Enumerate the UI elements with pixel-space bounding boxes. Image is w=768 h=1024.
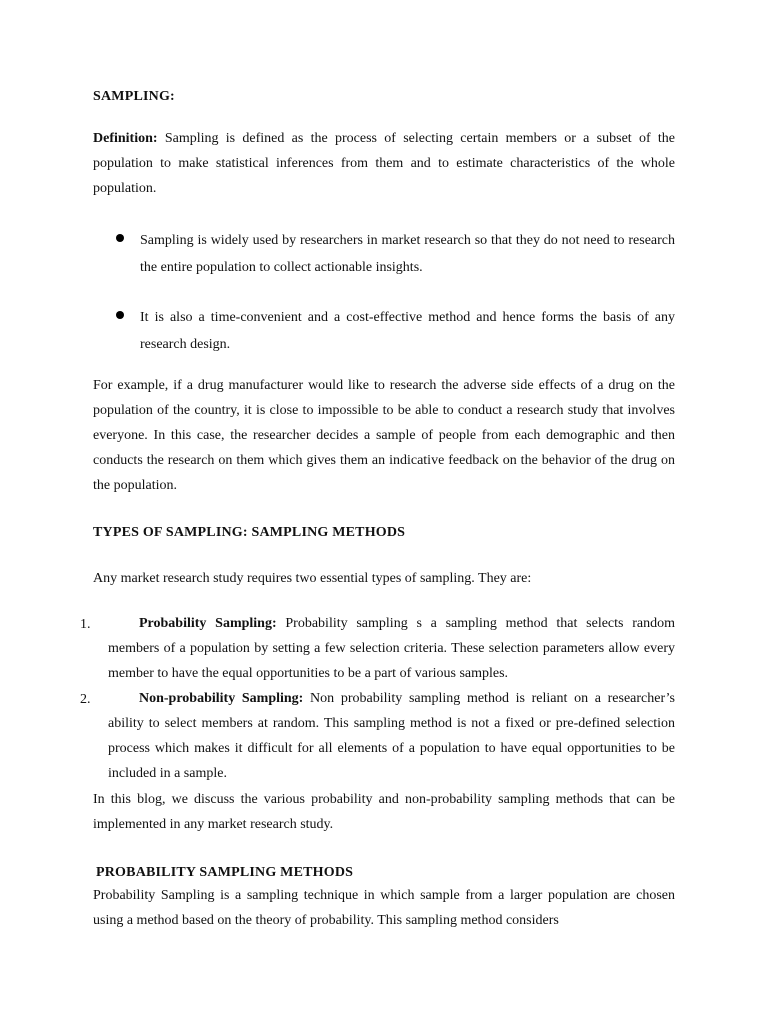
bullet-item-1: Sampling is widely used by researchers in market research so that they do not need to research the entire population to collect actionable insights.	[140, 233, 675, 275]
heading-sampling: SAMPLING:	[93, 89, 175, 104]
blog-paragraph: In this blog, we discuss the various probability and non-probability sampling methods that can be implemented in any market research study.	[93, 792, 675, 832]
definition-text: Sampling is defined as the process of selecting certain members or a subset of the population to make statistical inferences from them and to estimate characteristics of the whole population.	[93, 131, 675, 196]
types-intro-paragraph: Any market research study requires two essential types of sampling. They are:	[93, 571, 532, 586]
probability-paragraph: Probability Sampling is a sampling technique in which sample from a larger population are chosen using a method based on the theory of probability. This sampling method considers	[93, 888, 675, 928]
list-item-label: Non-probability Sampling:	[139, 691, 304, 706]
example-paragraph: For example, if a drug manufacturer would like to research the adverse side effects of a drug on the population of the country, it is close to impossible to be able to conduct a research study that involves everyone. In this case, the researcher decides a sample of people from each demographic and then conducts the research on them which gives them an indicative feedback on the behavior of the drug on the population.	[93, 378, 675, 493]
list-number-2: 2.	[80, 692, 91, 707]
definition-paragraph	[93, 126, 675, 201]
bullet-dot-icon	[116, 311, 126, 321]
heading-probability-sampling-methods: PROBABILITY SAMPLING METHODS	[96, 865, 354, 880]
list-item-label: Probability Sampling:	[139, 616, 277, 631]
list-item-probability-sampling	[108, 611, 675, 686]
list-number-1: 1.	[80, 617, 91, 632]
bullet-item-2: It is also a time-convenient and a cost-effective method and hence forms the basis of any research design.	[140, 310, 675, 352]
list-item-text: Non probability sampling method is reliant on a researcher’s ability to select members at random. This sampling method is not a fixed or pre-defined selection process which makes it difficult for all elements of a population to have equal opportunities to be included in a sample.	[108, 691, 676, 781]
list-item-non-probability-sampling	[108, 686, 675, 786]
list-item-text: Probability sampling s a sampling method that selects random members of a population by setting a few selection criteria. These selection parameters allow every member to have the equal opportunities to be a part of various samples.	[108, 616, 675, 681]
definition-label: Definition:	[93, 131, 158, 146]
bullet-dot-icon	[116, 234, 126, 244]
heading-types-of-sampling: TYPES OF SAMPLING: SAMPLING METHODS	[93, 525, 406, 540]
